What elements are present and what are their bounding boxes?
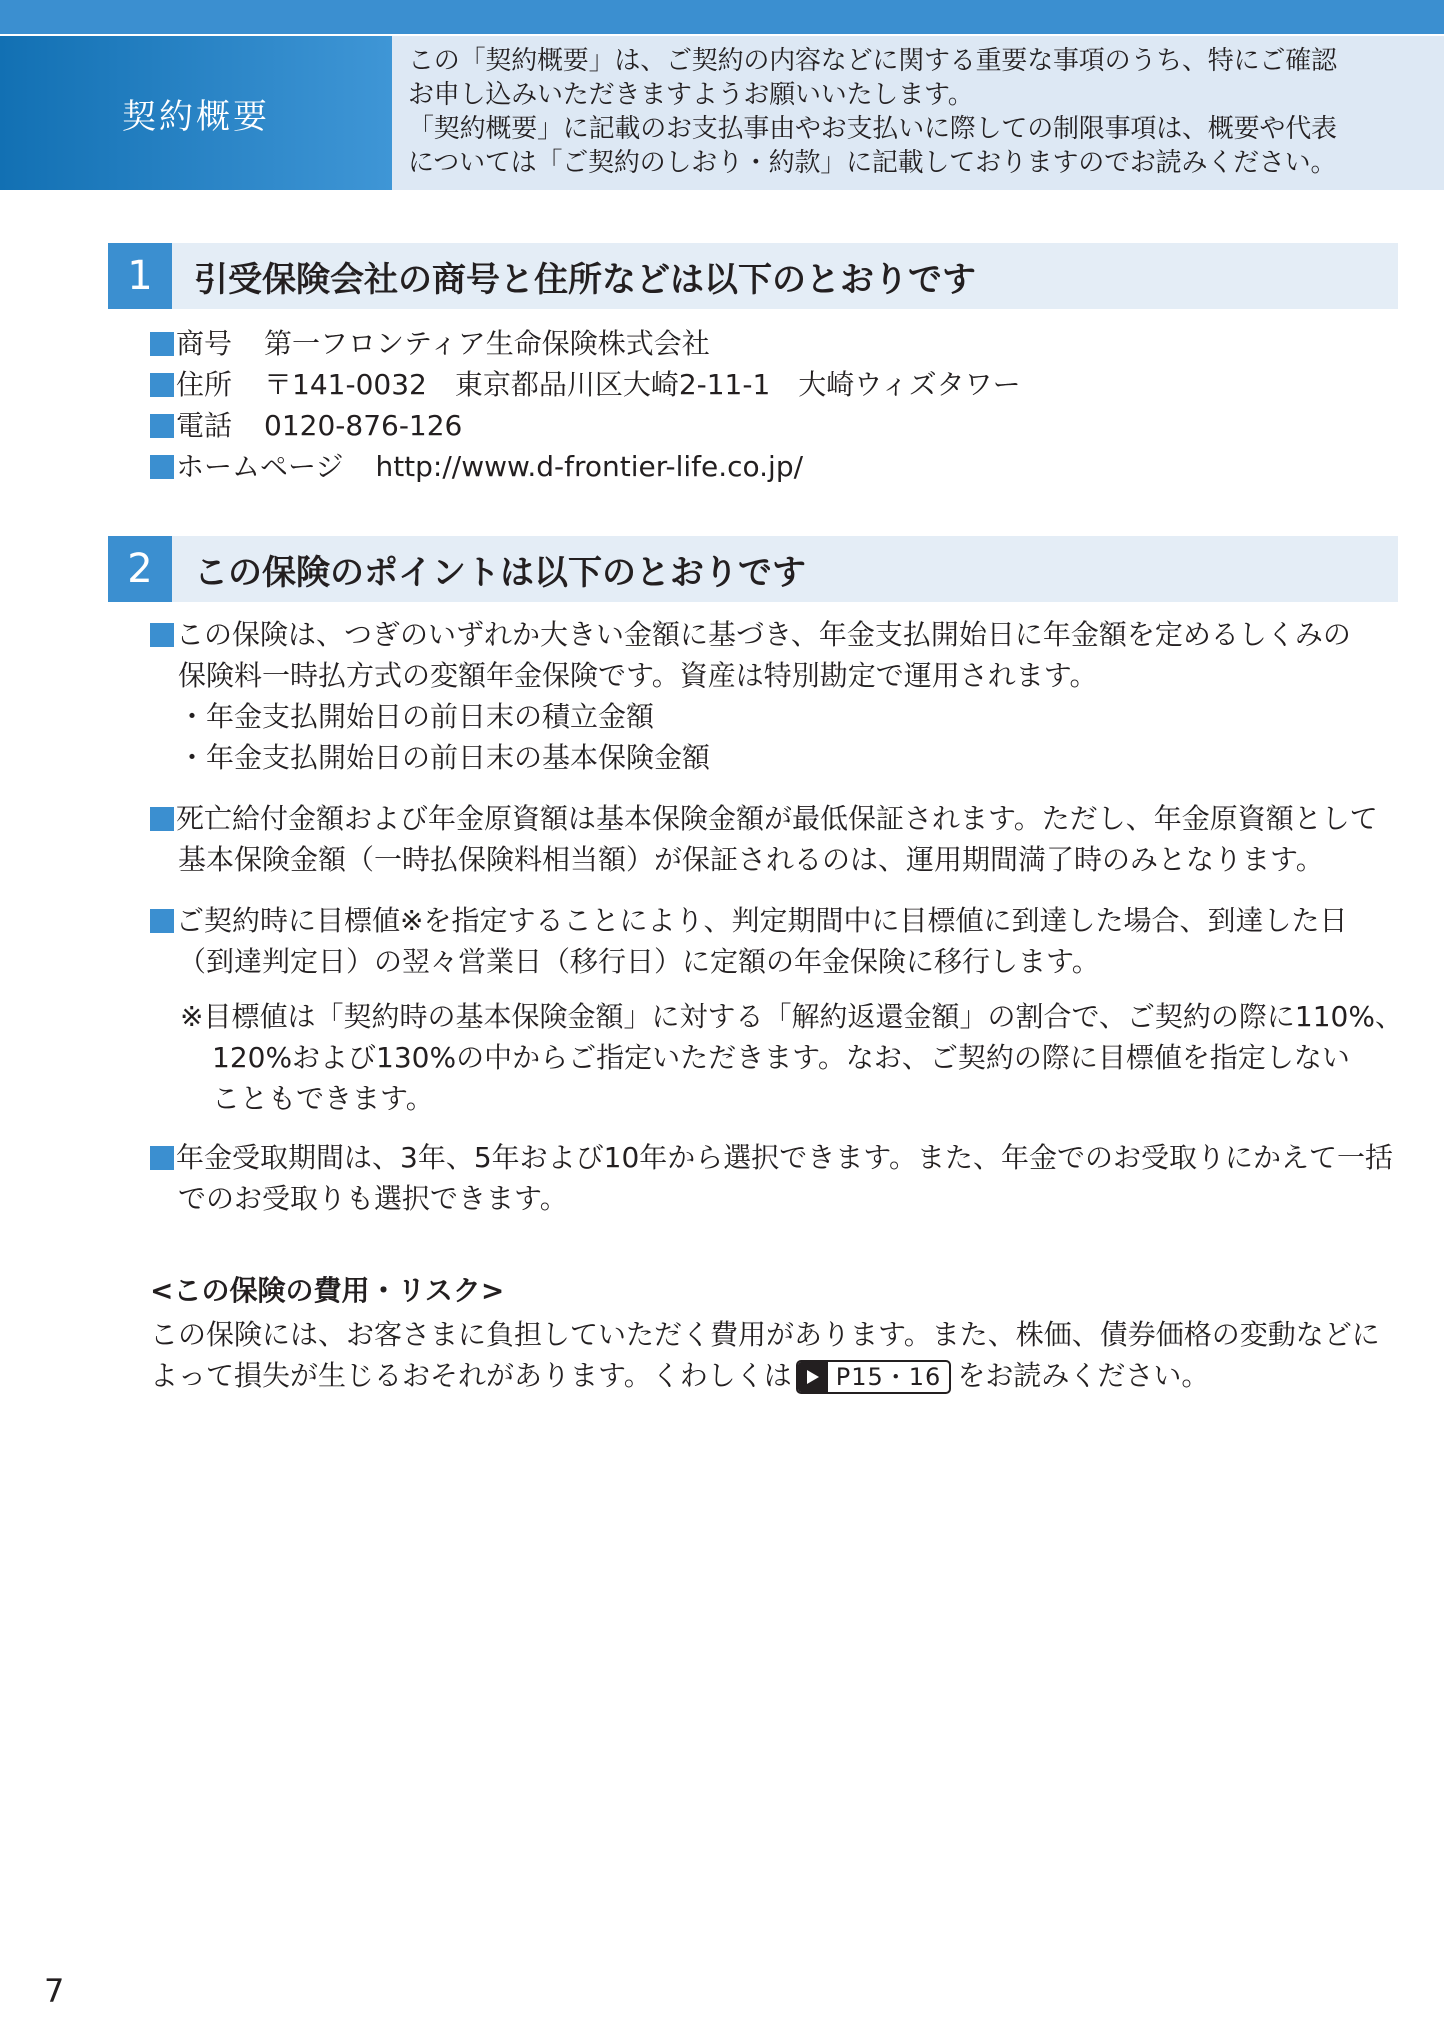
row-label: 電話 bbox=[176, 409, 233, 442]
point-1-line: 保険料一時払方式の変額年金保険です。資産は特別勘定で運用されます。 bbox=[178, 659, 1098, 692]
phone-row bbox=[150, 405, 462, 446]
risk-text: よって損失が生じるおそれがあります。くわしくは bbox=[150, 1359, 792, 1392]
section-1-title: 引受保険会社の商号と住所などは以下のとおりです bbox=[194, 259, 976, 300]
note-line: については「ご契約のしおり・約款」に記載しておりますのでお読みください。 bbox=[408, 148, 1337, 178]
row-label: 住所 bbox=[176, 368, 233, 401]
point-3-note: こともできます。 bbox=[212, 1082, 434, 1115]
point-4-line bbox=[150, 1137, 1393, 1178]
contract-summary-note bbox=[392, 36, 1444, 190]
section-2-number: 2 bbox=[108, 536, 172, 602]
section-2-title: この保険のポイントは以下のとおりです bbox=[194, 552, 806, 593]
note-line: 「契約概要」に記載のお支払事由やお支払いに際しての制限事項は、概要や代表 bbox=[408, 114, 1337, 144]
square-bullet-icon bbox=[150, 455, 174, 479]
page-reference-label: P15・16 bbox=[835, 1362, 942, 1391]
risk-line-1: この保険には、お客さまに負担していただく費用があります。また、株価、債券価格の変動などに bbox=[150, 1318, 1380, 1351]
point-1-line bbox=[150, 614, 1351, 655]
row-value: 0120-876-126 bbox=[264, 409, 463, 442]
row-value: 〒141-0032 東京都品川区大崎2-11-1 大崎ウィズタワー bbox=[264, 368, 1021, 401]
row-label: ホームページ bbox=[176, 450, 344, 483]
page-reference-link[interactable] bbox=[796, 1360, 952, 1394]
section-1-header bbox=[108, 243, 1398, 309]
row-value: 第一フロンティア生命保険株式会社 bbox=[264, 327, 710, 360]
point-1-bullet: ・年金支払開始日の前日末の基本保険金額 bbox=[178, 741, 711, 774]
note-line: お申し込みいただきますようお願いいたします。 bbox=[408, 80, 974, 110]
page-number: 7 bbox=[44, 1972, 65, 2010]
section-2-header bbox=[108, 536, 1398, 602]
point-3-line bbox=[150, 900, 1347, 941]
top-rule bbox=[0, 0, 1444, 34]
section-1-number: 1 bbox=[108, 243, 172, 309]
point-2-line bbox=[150, 798, 1378, 839]
point-text: ご契約時に目標値※を指定することにより、判定期間中に目標値に到達した場合、到達した日 bbox=[176, 904, 1348, 937]
square-bullet-icon bbox=[150, 414, 174, 438]
row-label: 商号 bbox=[176, 327, 233, 360]
point-4-line: でのお受取りも選択できます。 bbox=[178, 1182, 568, 1215]
play-arrow-icon bbox=[798, 1362, 828, 1392]
point-text: 年金受取期間は、3年、5年および10年から選択できます。また、年金でのお受取りにかえて一括 bbox=[176, 1141, 1394, 1174]
point-1-bullet: ・年金支払開始日の前日末の積立金額 bbox=[178, 700, 655, 733]
risk-text: をお読みください。 bbox=[957, 1359, 1210, 1392]
point-text: この保険は、つぎのいずれか大きい金額に基づき、年金支払開始日に年金額を定めるしくみの bbox=[176, 618, 1351, 651]
homepage-row bbox=[150, 446, 803, 487]
point-text: 死亡給付金額および年金原資額は基本保険金額が最低保証されます。ただし、年金原資額として bbox=[176, 802, 1378, 835]
point-2-line: 基本保険金額（一時払保険料相当額）が保証されるのは、運用期間満了時のみとなります。 bbox=[178, 843, 1324, 876]
point-3-note: 120%および130%の中からご指定いただきます。なお、ご契約の際に目標値を指定しない bbox=[212, 1041, 1350, 1074]
square-bullet-icon bbox=[150, 623, 174, 647]
square-bullet-icon bbox=[150, 373, 174, 397]
note-line: この「契約概要」は、ご契約の内容などに関する重要な事項のうち、特にご確認 bbox=[408, 46, 1337, 76]
square-bullet-icon bbox=[150, 1146, 174, 1170]
square-bullet-icon bbox=[150, 807, 174, 831]
point-3-note: ※目標値は「契約時の基本保険金額」に対する「解約返還金額」の割合で、ご契約の際に110%、 bbox=[180, 1000, 1403, 1033]
contract-summary-tag: 契約概要 bbox=[0, 36, 392, 190]
company-name-row bbox=[150, 323, 710, 364]
square-bullet-icon bbox=[150, 332, 174, 356]
address-row bbox=[150, 364, 1021, 405]
point-3-line: （到達判定日）の翌々営業日（移行日）に定額の年金保険に移行します。 bbox=[178, 945, 1100, 978]
risk-line-2 bbox=[150, 1355, 1209, 1396]
homepage-link[interactable]: http://www.d-frontier-life.co.jp/ bbox=[375, 450, 804, 483]
square-bullet-icon bbox=[150, 909, 174, 933]
risk-heading: <この保険の費用・リスク> bbox=[150, 1274, 505, 1307]
